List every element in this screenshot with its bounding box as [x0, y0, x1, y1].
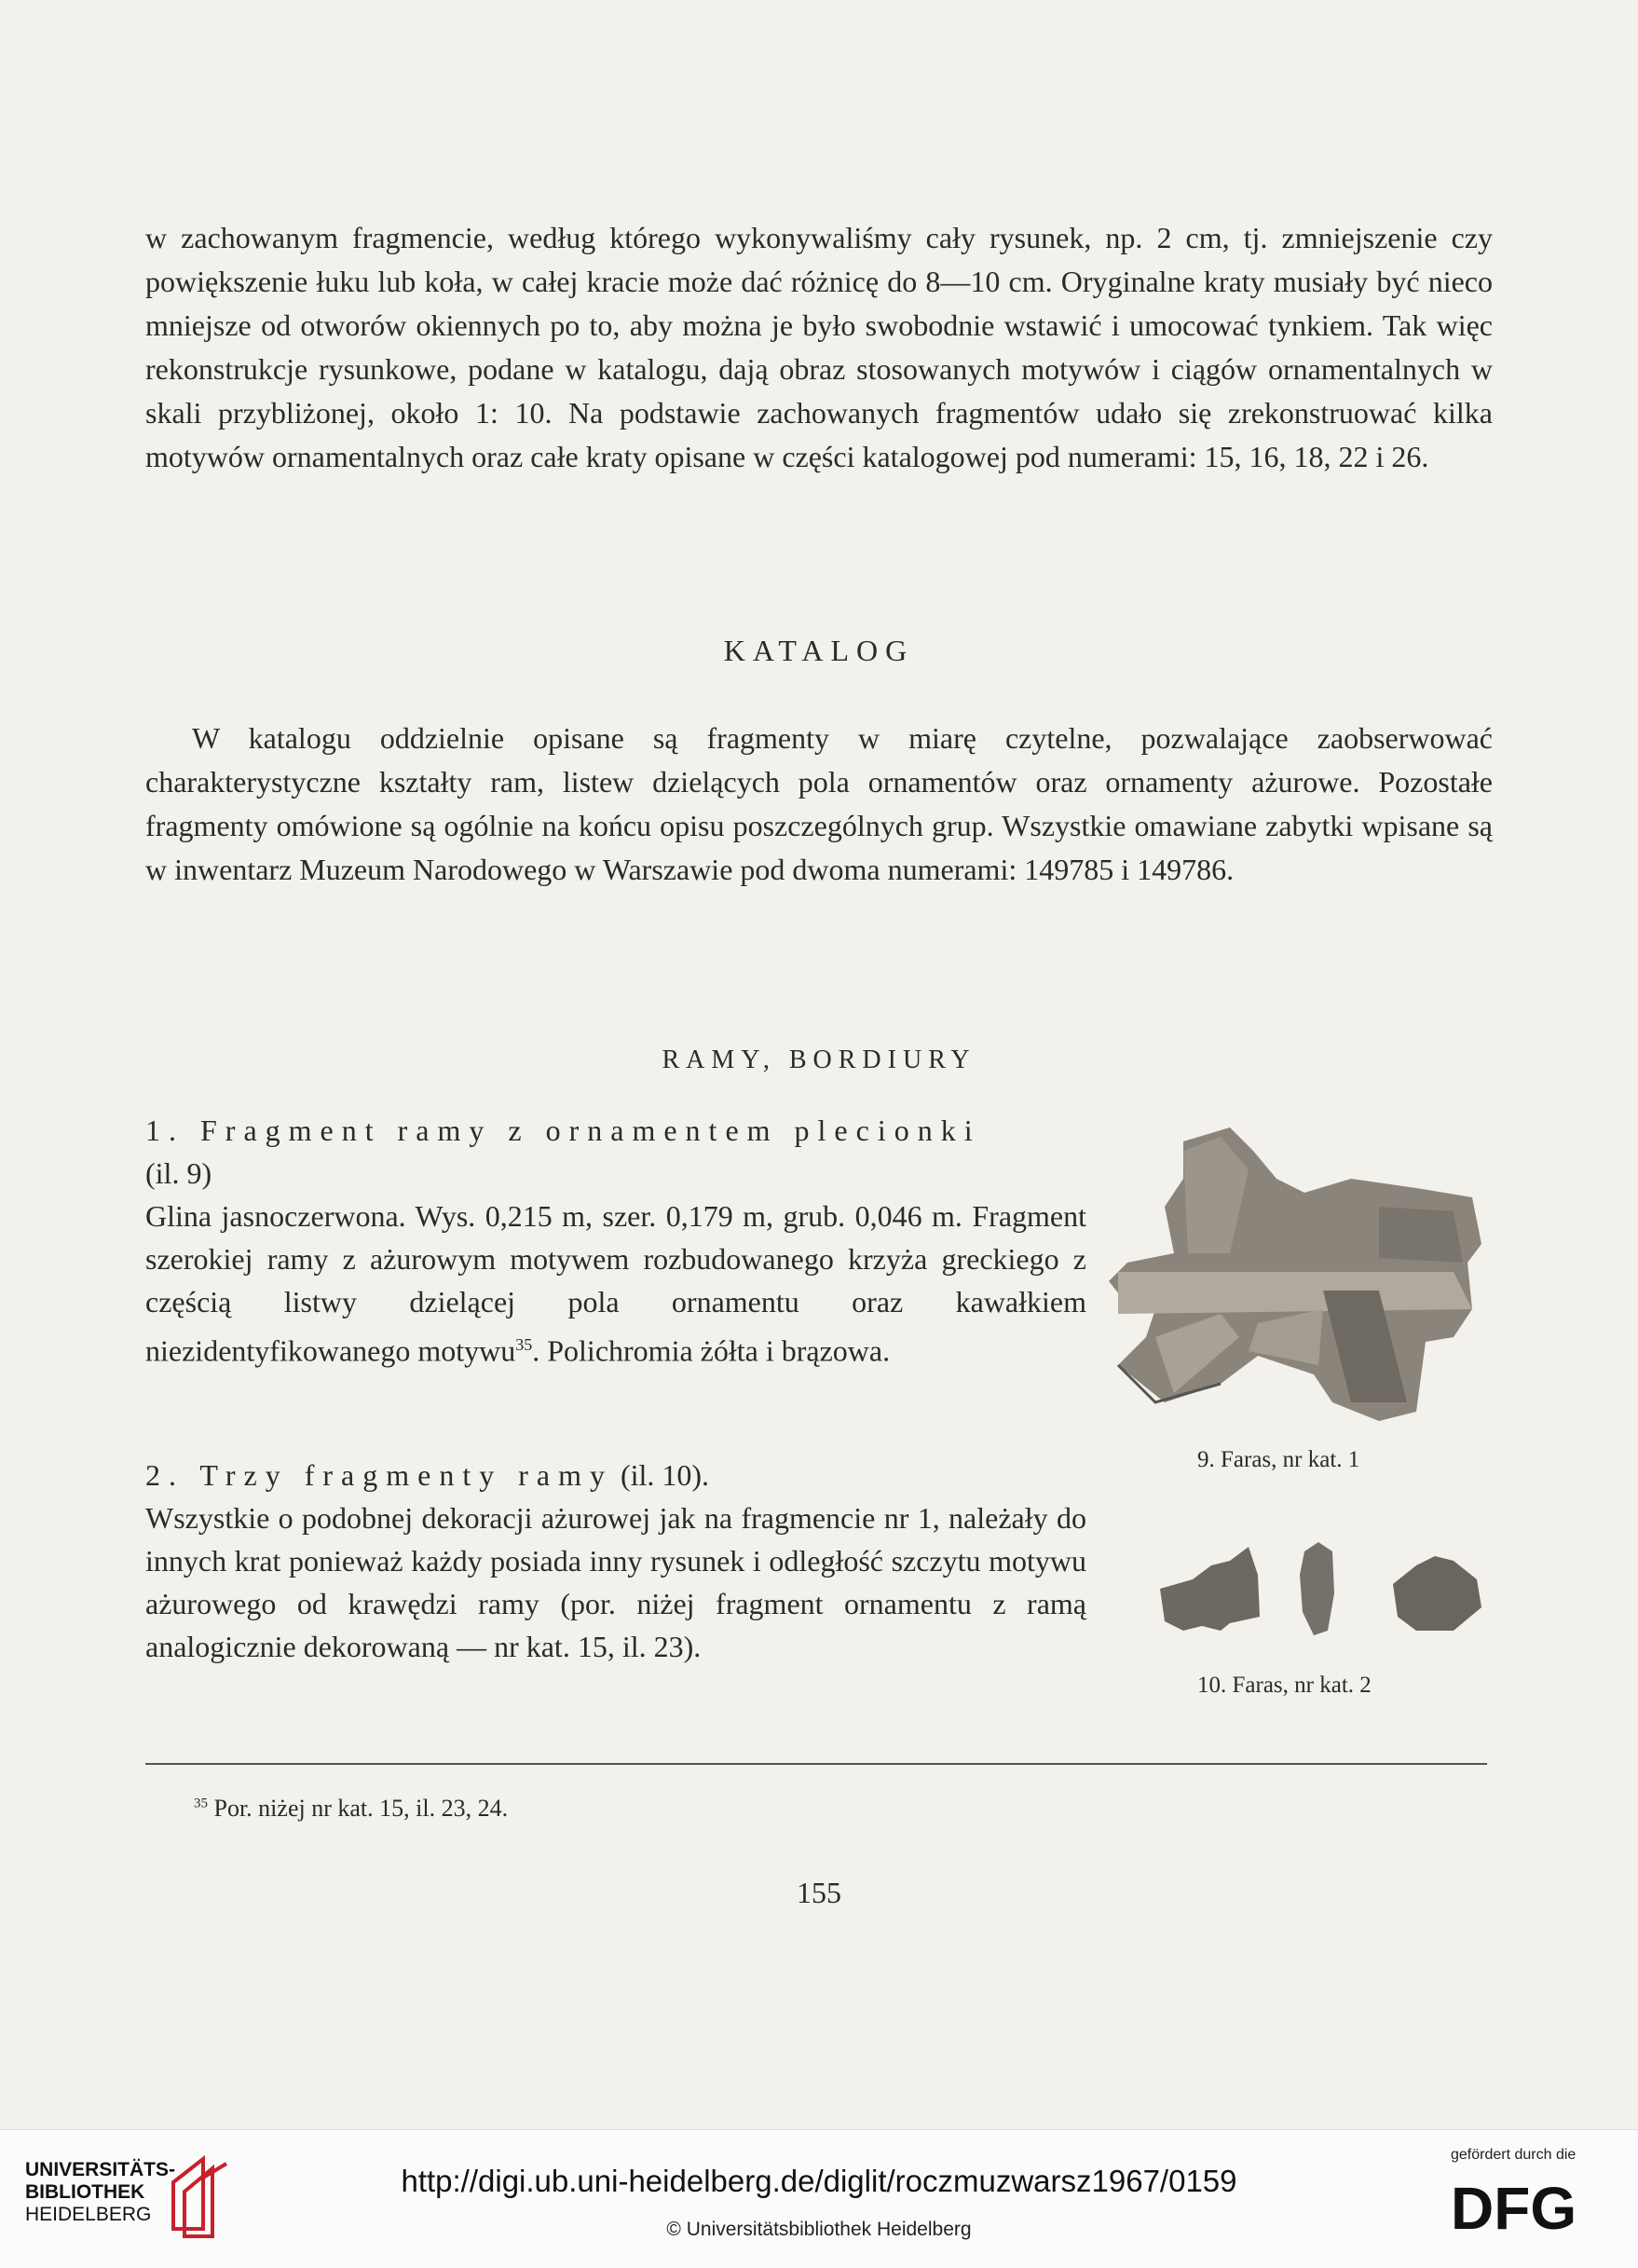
- library-name-line2: BIBLIOTHEK: [25, 2181, 145, 2203]
- katalog-paragraph: W katalogu oddzielnie opisane są fragmenty w miarę czytelne, pozwalające zaobserwować charakterystyczne kształty ram, listew dzielących pola ornamentów oraz ornamenty ażurowe. Pozostałe fragmenty omówione są ogólnie na końcu opisu poszczególnych grup. Wszystkie omawiane zabytki wpisane są w inwentarz Muzeum Narodowego w Warszawie pod dwoma numerami: 149785 i 149786.: [145, 721, 1493, 886]
- entry-1-body-end: . Polichromia żółta i brązowa.: [532, 1333, 891, 1368]
- entry-2-body: Wszystkie o podobnej dekoracji ażurowej jak na fragmencie nr 1, należały do innych krat ponieważ każdy posiada inny rysunek i odległość szczytu motywu ażurowego od krawędzi ramy (por. niżej fragment ornamentu z ramą analogicznie dekorowaną — nr kat. 15, il. 23).: [145, 1501, 1086, 1663]
- intro-paragraph: w zachowanym fragmencie, według którego wykonywaliśmy cały rysunek, np. 2 cm, tj. zmniejszenie czy powiększenie łuku lub koła, w całej kracie może dać różnicę do 8—10 cm. Oryginalne kraty musiały być nieco mniejsze od otworów okiennych po to, aby można je było swobodnie wstawić i umocować tynkiem. Tak więc rekonstrukcje rysunkowe, podane w katalogu, dają obraz stosowanych motywów i ciągów ornamentalnych w skali przybliżonej, około 1: 10. Na podstawie zachowanych fragmentów udało się zrekonstruować kilka motywów ornamentalnych oraz całe kraty opisane w części katalogowej pod numerami: 15, 16, 18, 22 i 26.: [145, 221, 1493, 473]
- copyright-text: © Universitätsbibliothek Heidelberg: [666, 2219, 972, 2240]
- entry-1-body-text: Glina jasnoczerwona. Wys. 0,215 m, szer. 0,179 m, grub. 0,046 m. Fragment szerokiej ramy z ażurowym motywem rozbudowanego krzyża greckiego z częścią listwy dzielącej pola ornamentu oraz kawałkiem niezidentyfikowanego motywu: [145, 1199, 1086, 1368]
- entry-1-ref: (il. 9): [145, 1156, 212, 1190]
- entry-2-title: 2. Trzy fragmenty ramy: [145, 1458, 613, 1492]
- figure-10-caption: 10. Faras, nr kat. 2: [1197, 1673, 1372, 1698]
- footnote-ref-35: 35: [515, 1335, 533, 1354]
- figure-9-image: [1099, 1123, 1491, 1430]
- dfg-logo-text: DFG: [1451, 2175, 1577, 2242]
- footer-bar: [0, 2129, 1638, 2268]
- library-name-line1: UNIVERSITÄTS-: [25, 2159, 176, 2180]
- dfg-logo: [1449, 2171, 1617, 2246]
- footnote-rule: [145, 1763, 1487, 1765]
- figure-10-image: [1155, 1537, 1491, 1649]
- page-number: 155: [797, 1876, 841, 1909]
- footnote-text: Por. niżej nr kat. 15, il. 23, 24.: [213, 1795, 509, 1822]
- funded-by-text: gefördert durch die: [1451, 2147, 1577, 2163]
- entry-1-title: 1. Fragment ramy z ornamentem plecionki: [145, 1114, 981, 1147]
- entry-2-ref: (il. 10).: [620, 1458, 710, 1492]
- section-heading: RAMY, BORDIURY: [662, 1045, 976, 1074]
- entry-1: [145, 1109, 1086, 1373]
- figure-9-caption: 9. Faras, nr kat. 1: [1197, 1447, 1360, 1472]
- library-name-line3: HEIDELBERG: [25, 2204, 152, 2225]
- footnote: [194, 1795, 508, 1823]
- katalog-heading: KATALOG: [723, 634, 915, 667]
- footnote-number: 35: [194, 1796, 208, 1811]
- entry-2: [145, 1454, 1086, 1668]
- document-url-link[interactable]: http://digi.ub.uni-heidelberg.de/diglit/roczmuzwarsz1967/0159: [401, 2164, 1237, 2198]
- entry-1-body: [145, 1195, 1086, 1373]
